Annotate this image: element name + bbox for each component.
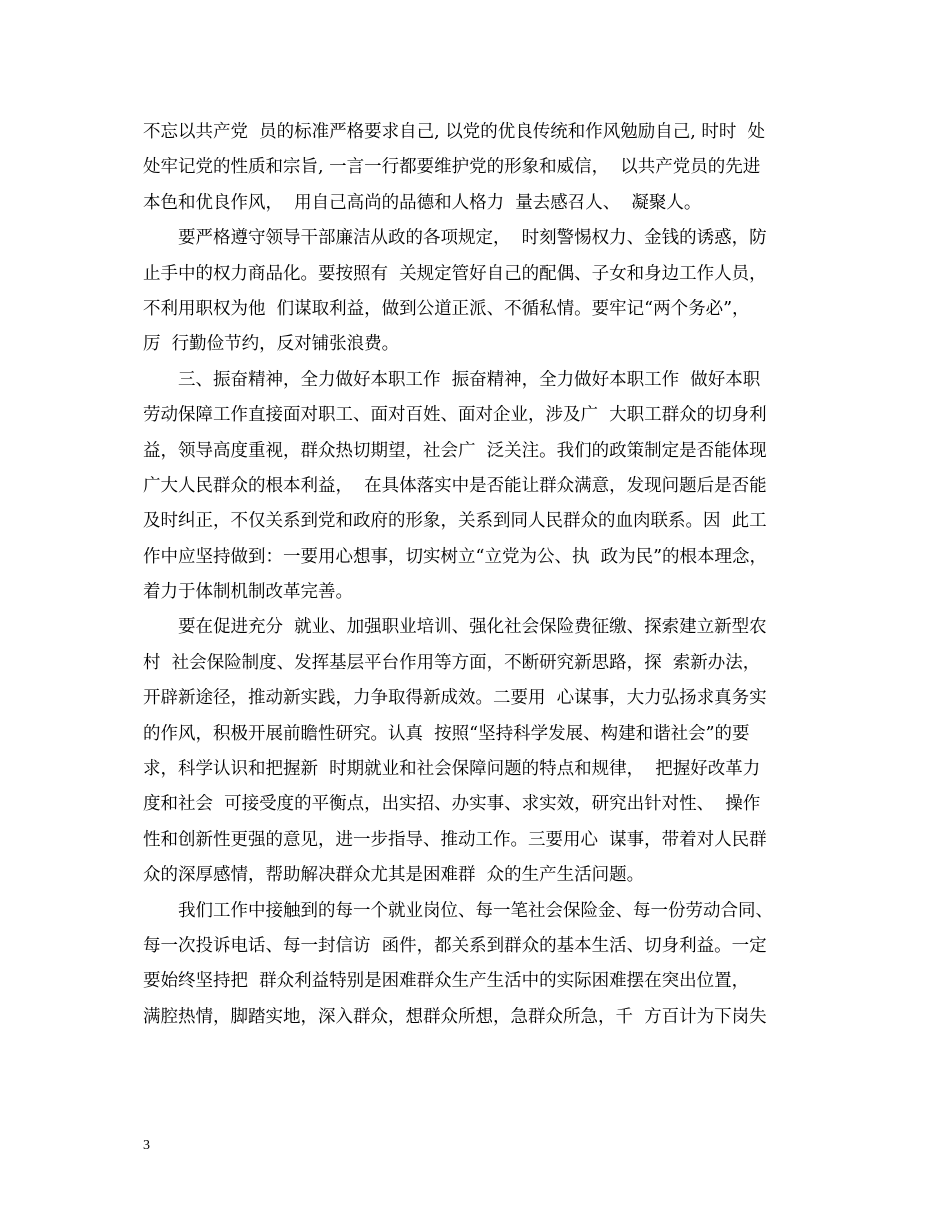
text-line: 及时纠正，不仅关系到党和政府的形象，关系到同人民群众的血肉联系。因 此工: [143, 511, 767, 532]
text-line: 要始终坚持把 群众利益特别是困难群众生产生活中的实际困难摆在突出位置，: [143, 971, 750, 992]
section-heading-line: 三、振奋精神，全力做好本职工作 振奋精神，全力做好本职工作 做好本职: [178, 369, 761, 390]
text-line: 本色和优良作风， 用自己高尚的品德和人格力 量去感召人、 凝聚人。: [143, 192, 702, 213]
paragraph-start-line: 我们工作中接触到的每一个就业岗位、每一笔社会保险金、每一份劳动合同、: [178, 900, 773, 921]
text-line: 度和社会 可接受度的平衡点，出实招、办实事、求实效，研究出针对性、 操作: [143, 794, 761, 815]
paragraph-start-line: 要严格遵守领导干部廉洁从政的各项规定， 时刻警惕权力、金钱的诱惑，防: [178, 228, 767, 249]
text-line: 村 社会保险制度、发挥基层平台作用等方面，不断研究新思路，探 索新办法，: [143, 652, 761, 673]
text-line: 众的深厚感情，帮助解决群众尤其是困难群 众的生产生活问题。: [143, 865, 645, 886]
text-line: 处牢记党的性质和宗旨, 一言一行都要维护党的形象和威信， 以共产党员的先进: [143, 157, 761, 178]
text-line: 每一次投诉电话、每一封信访 函件，都关系到群众的基本生活、切身利益。一定: [143, 935, 767, 956]
text-line: 作中应坚持做到：一要用心想事，切实树立“立党为公、执 政为民”的根本理念，: [143, 546, 768, 567]
paragraph-start-line: 要在促进充分 就业、加强职业培训、强化社会保险费征缴、探索建立新型农: [178, 617, 767, 638]
text-line: 不利用职权为他 们谋取利益，做到公道正派、不循私情。要牢记“两个务必”，: [143, 298, 750, 319]
text-line: 厉 行勤俭节约，反对铺张浪费。: [143, 334, 400, 355]
text-line: 求，科学认识和把握新 时期就业和社会保障问题的特点和规律， 把握好改革力: [143, 759, 761, 780]
text-line: 性和创新性更强的意见，进一步指导、推动工作。三要用心 谋事，带着对人民群: [143, 829, 767, 850]
text-line: 满腔热情，脚踏实地，深入群众，想群众所想，急群众所急，千 方百计为下岗失: [143, 1006, 767, 1027]
text-line: 的作风，积极开展前瞻性研究。认真 按照“坚持科学发展、构建和谐社会”的要: [143, 723, 750, 744]
text-line: 不忘以共产党 员的标准严格要求自己, 以党的优良传统和作风勉励自己, 时时 处: [143, 122, 765, 142]
text-line: 开辟新途径，推动新实践，力争取得新成效。二要用 心谋事，大力弘扬求真务实: [143, 688, 767, 709]
body-text: [143, 115, 823, 1035]
text-line: 劳动保障工作直接面对职工、面对百姓、面对企业，涉及广 大职工群众的切身利: [143, 405, 767, 426]
text-line: 益，领导高度重视，群众热切期望，社会广 泛关注。我们的政策制定是否能体现: [143, 440, 767, 461]
page-number: 3: [143, 1138, 150, 1153]
text-line: 着力于体制机制改革完善。: [143, 582, 353, 603]
text-line: 广大人民群众的根本利益， 在具体落实中是否能让群众满意，发现问题后是否能: [143, 475, 767, 496]
text-line: 止手中的权力商品化。要按照有 关规定管好自己的配偶、子女和身边工作人员，: [143, 263, 767, 284]
